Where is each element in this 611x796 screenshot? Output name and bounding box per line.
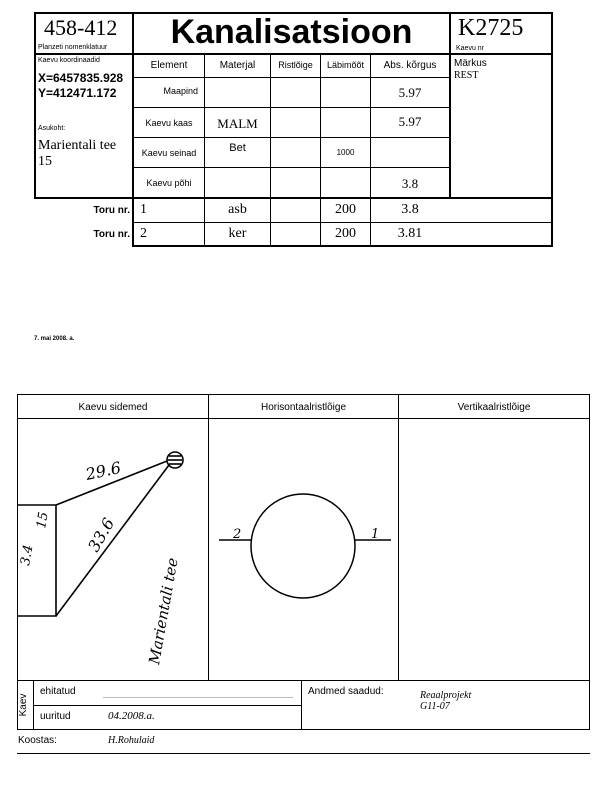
coords-label: Kaevu koordinaadid bbox=[38, 57, 100, 64]
well-no-value: K2725 bbox=[458, 15, 524, 41]
col-header-diameter: Läbimõõt bbox=[326, 60, 365, 70]
coord-x: X=6457835.928 bbox=[38, 71, 124, 85]
sketch-dist-diagonal: 33.6 bbox=[84, 514, 119, 555]
page-title: Kanalisatsioon bbox=[170, 13, 413, 51]
nomenclature-value: 458-412 bbox=[44, 15, 118, 40]
surveyed-date: 04.2008.a. bbox=[108, 710, 155, 722]
pipe-height: 3.81 bbox=[397, 226, 423, 241]
col-header-cross: Ristlõige bbox=[278, 60, 313, 70]
row-material: MALM bbox=[217, 115, 258, 131]
source-value-2: G11-07 bbox=[420, 701, 450, 712]
row-element: Kaevu seinad bbox=[141, 147, 197, 158]
col-header-material: Materjal bbox=[219, 59, 256, 71]
author-value: H.Rohulaid bbox=[108, 735, 155, 746]
sketch-dist-top: 29.6 bbox=[83, 457, 123, 484]
panel-title-vertical: Vertikaalristlõige bbox=[457, 401, 531, 413]
street-label: Marientali tee bbox=[145, 556, 182, 666]
well-circle bbox=[251, 494, 355, 598]
col-header-height: Abs. kõrgus bbox=[383, 59, 437, 71]
pipe-label: Toru nr. bbox=[93, 204, 130, 216]
tie-line-diagonal bbox=[56, 465, 169, 616]
row-diameter: 1000 bbox=[336, 148, 355, 157]
pipe-no: 2 bbox=[140, 226, 147, 241]
row-element: Kaevu põhi bbox=[146, 177, 192, 188]
sketch-dist-side: 15 bbox=[34, 510, 52, 530]
horizontal-sketch bbox=[209, 418, 398, 680]
ties-sketch bbox=[17, 418, 208, 680]
row-height: 5.97 bbox=[398, 84, 422, 100]
pipe-out-label: 1 bbox=[371, 527, 380, 542]
row-height: 5.97 bbox=[398, 113, 422, 129]
pipe-diameter: 200 bbox=[335, 202, 356, 217]
remark-value: REST bbox=[454, 70, 479, 81]
panel-title-ties: Kaevu sidemed bbox=[78, 401, 148, 413]
built-label: ehitatud bbox=[40, 686, 76, 697]
kaev-label: Kaev bbox=[18, 693, 29, 717]
coord-y: Y=412471.172 bbox=[38, 86, 117, 100]
pipe-material: ker bbox=[228, 226, 247, 241]
sketch-dist-left: 3.4 bbox=[18, 543, 37, 567]
pipe-diameter: 200 bbox=[335, 226, 356, 241]
pipe-height: 3.8 bbox=[401, 202, 419, 217]
row-material: Bet bbox=[229, 142, 246, 154]
date-note: 7. mai 2008. a. bbox=[34, 336, 75, 342]
source-label: Andmed saadud: bbox=[308, 686, 384, 697]
address-label: Asukoht: bbox=[38, 125, 66, 132]
col-header-remark: Märkus bbox=[454, 58, 487, 69]
well-no-label: Kaevu nr bbox=[456, 45, 485, 52]
author-label: Koostas: bbox=[18, 735, 57, 746]
row-element: Kaevu kaas bbox=[145, 117, 193, 128]
surveyed-label: uuritud bbox=[40, 711, 71, 722]
col-header-element: Element bbox=[150, 59, 188, 71]
row-height: 3.8 bbox=[401, 176, 419, 191]
source-value-1: Reaalprojekt bbox=[420, 690, 472, 701]
row-element: Maapind bbox=[163, 86, 198, 96]
pipe-label: Toru nr. bbox=[93, 228, 130, 240]
panel-title-horizontal: Horisontaalristlõige bbox=[260, 401, 347, 413]
pipe-no: 1 bbox=[140, 202, 147, 217]
pipe-in-label: 2 bbox=[233, 527, 242, 542]
address-value: Marientali tee 15 bbox=[38, 138, 117, 169]
pipe-material: asb bbox=[228, 202, 247, 217]
nomenclature-label: Planzeti nomenklatuur bbox=[38, 44, 108, 51]
